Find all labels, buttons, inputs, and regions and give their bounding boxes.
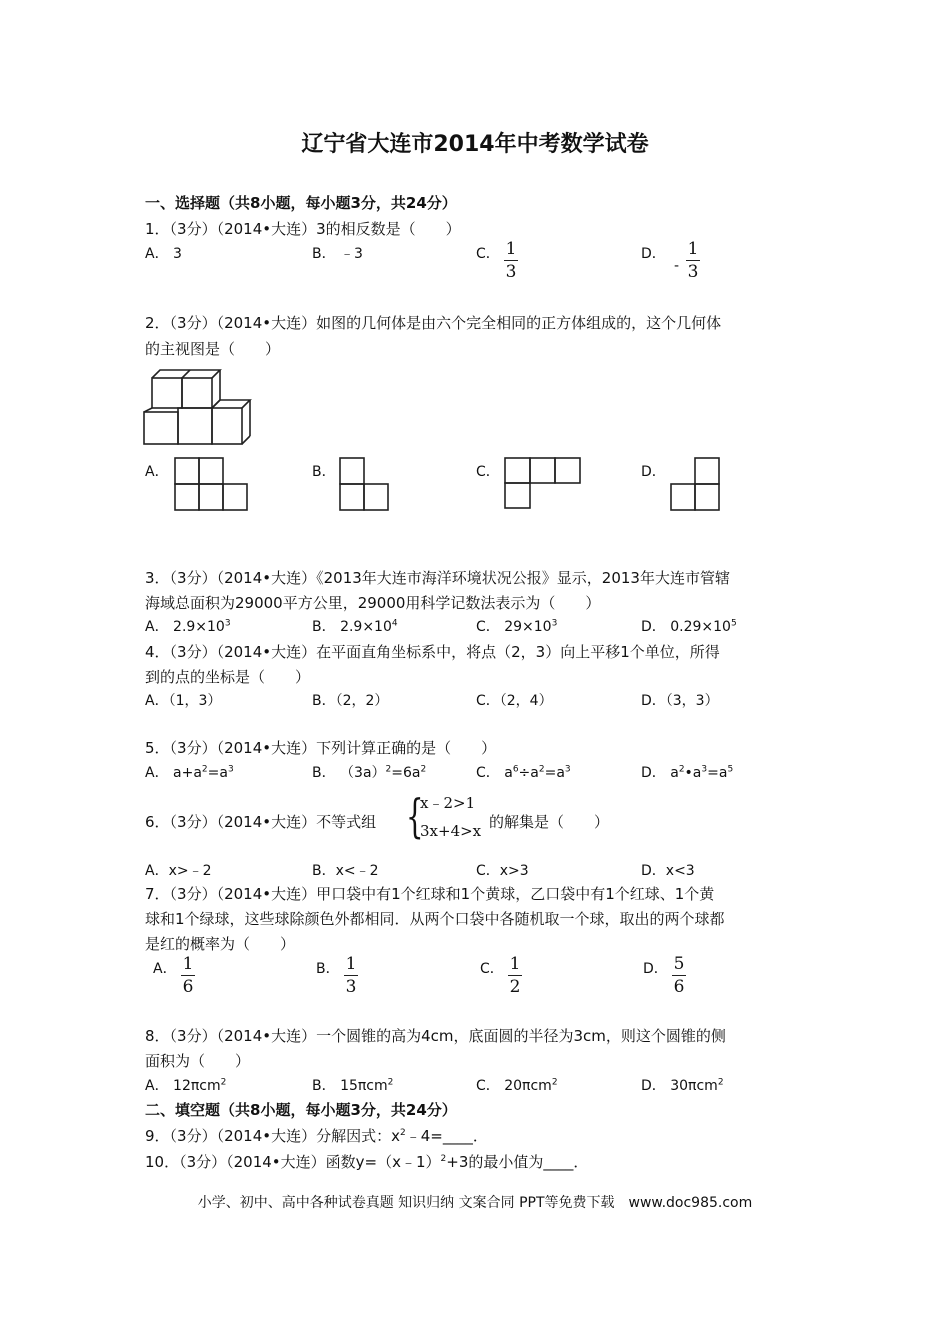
q1-option-a: A． 3 (145, 246, 182, 262)
q7-option-c-fraction: $\frac{1}{2}$ (509, 954, 521, 997)
q7-option-d-fraction: $\frac{5}{6}$ (673, 954, 685, 997)
page-title: 辽宁省大连市2014年中考数学试卷 (301, 132, 649, 157)
q1-option-d-fraction: $\frac{1}{3}$ (687, 239, 699, 282)
q2-option-c-view (503, 456, 583, 512)
q7-option-a-fraction: $\frac{1}{6}$ (182, 954, 194, 997)
q5-stem: 5．（3分）（2014•大连）下列计算正确的是（ ） (145, 739, 497, 757)
q7-option-b-fraction: $\frac{1}{3}$ (345, 954, 357, 997)
q3-stem-line1: 3．（3分）（2014•大连）《2013年大连市海洋环境状况公报》显示，2013年大连市管辖 (145, 569, 730, 587)
q1-option-c: C． (476, 246, 500, 262)
q6-stem-post: 的解集是（ ） (489, 813, 610, 831)
q7-option-d: D． (643, 961, 668, 977)
q7-option-c: C． (480, 961, 504, 977)
q4-stem-line1: 4．（3分）（2014•大连）在平面直角坐标系中，将点（2，3）向上平移1个单位，所得 (145, 643, 720, 661)
q7-stem-line3: 是红的概率为（ ） (145, 935, 296, 953)
q8-option-c: C． 20πcm$^2$ (476, 1077, 558, 1094)
q7-stem-line1: 7．（3分）（2014•大连）甲口袋中有1个红球和1个黄球，乙口袋中有1个红球、1个黄 (145, 885, 715, 903)
q1-option-b: B． ﹣3 (312, 246, 363, 262)
q6-inequality-1: x﹣2>1 (420, 794, 476, 812)
q3-option-a: A． $2.9\times 10^3$ (145, 618, 231, 635)
q4-option-d: D．（3，3） (641, 693, 719, 709)
q2-option-c: C． (476, 464, 500, 480)
q3-option-b: B． $2.9\times 10^4$ (312, 618, 398, 635)
q8-option-a: A． 12πcm$^2$ (145, 1077, 227, 1094)
q2-option-d: D． (641, 464, 666, 480)
q6-inequality-2: 3x+4>x (420, 822, 482, 840)
q6-stem-pre: 6．（3分）（2014•大连）不等式组 (145, 813, 377, 831)
q1-stem: 1．（3分）（2014•大连）3的相反数是（ ） (145, 220, 461, 238)
q2-option-d-view (669, 456, 723, 512)
section-1-heading: 一、选择题（共8小题，每小题3分，共24分） (145, 194, 457, 212)
q7-stem-line2: 球和1个绿球，这些球除颜色外都相同．从两个口袋中各随机取一个球，取出的两个球都 (145, 910, 725, 928)
q8-option-d: D． 30πcm$^2$ (641, 1077, 724, 1094)
q7-option-a: A． (153, 961, 177, 977)
q5-option-b: B． $(3a)^2=6a^2$ (312, 764, 427, 781)
q5-option-d: D． $a^2•a^3=a^5$ (641, 764, 734, 781)
q8-stem-line1: 8．（3分）（2014•大连）一个圆锥的高为4cm，底面圆的半径为3cm，则这个圆锥的侧 (145, 1027, 726, 1045)
q8-option-b: B． 15πcm$^2$ (312, 1077, 394, 1094)
cube-solid-figure (140, 364, 255, 449)
q5-option-a: A． $a+a^2=a^3$ (145, 764, 234, 781)
q2-stem-line1: 2．（3分）（2014•大连）如图的几何体是由六个完全相同的正方体组成的，这个几何体 (145, 314, 722, 332)
q9-stem: 9．（3分）（2014•大连）分解因式：$x^2﹣4=\_\_\_\_$． (145, 1127, 488, 1145)
q3-option-c: C． $29\times 10^3$ (476, 618, 558, 635)
q2-option-b-view (338, 456, 392, 512)
q6-brace: { (406, 789, 424, 843)
q4-option-c: C．（2，4） (476, 693, 553, 709)
q4-stem-line2: 到的点的坐标是（ ） (145, 668, 311, 686)
q5-option-c: C． $a^6\div a^2=a^3$ (476, 764, 571, 781)
q3-stem-line2: 海域总面积为29000平方公里，29000用科学记数法表示为（ ） (145, 594, 601, 612)
q10-stem: 10．（3分）（2014•大连）函数y=（x﹣1）$^2$+3的最小值为____． (145, 1153, 589, 1171)
q4-option-b: B．（2，2） (312, 693, 389, 709)
q2-option-b: B． (312, 464, 336, 480)
q2-option-a-view (173, 456, 249, 512)
q4-option-a: A．（1，3） (145, 693, 222, 709)
q7-option-b: B． (316, 961, 340, 977)
q6-option-d: D．x<3 (641, 863, 695, 879)
q6-option-c: C．x>3 (476, 863, 529, 879)
section-2-heading: 二、填空题（共8小题，每小题3分，共24分） (145, 1101, 457, 1119)
q1-option-d-minus: - (674, 258, 680, 274)
q8-stem-line2: 面积为（ ） (145, 1052, 251, 1070)
q3-option-d: D． $0.29\times 10^5$ (641, 618, 737, 635)
q2-stem-line2: 的主视图是（ ） (145, 340, 281, 358)
q6-option-a: A．x>﹣2 (145, 863, 212, 879)
page-footer: 小学、初中、高中各种试卷真题 知识归纳 文案合同 PPT等免费下载 www.doc985.com (197, 1195, 753, 1211)
q1-option-d: D． (641, 246, 666, 262)
q2-option-a: A． (145, 464, 169, 480)
q1-option-c-fraction: $\frac{1}{3}$ (505, 239, 517, 282)
q6-option-b: B．x<﹣2 (312, 863, 379, 879)
